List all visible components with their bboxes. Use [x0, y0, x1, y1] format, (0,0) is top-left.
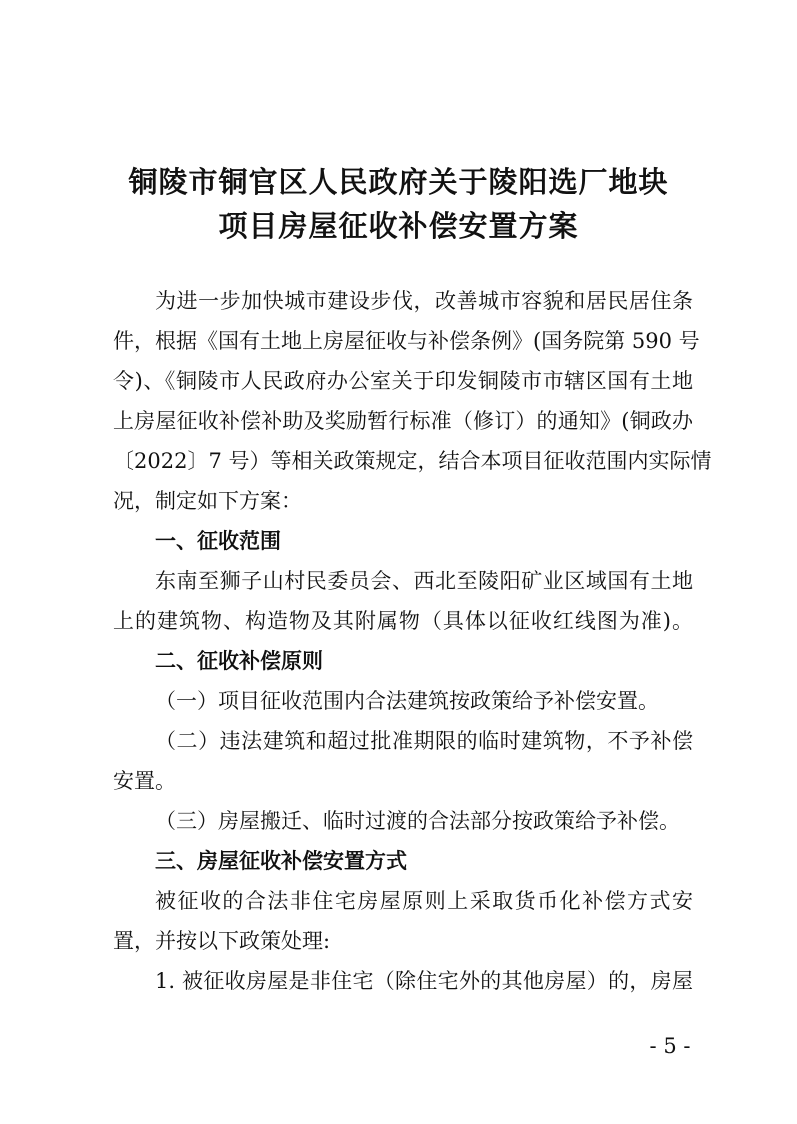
intro-line: 上房屋征收补偿补助及奖励暂行标准（修订）的通知》(铜政办: [113, 409, 693, 433]
intro-line: 令)、《铜陵市人民政府办公室关于印发铜陵市市辖区国有土地: [113, 369, 693, 393]
intro-line: 〔2022〕7 号）等相关政策规定，结合本项目征收范围内实际情: [113, 449, 712, 473]
principle-item-2-cont: 安置。: [113, 769, 176, 793]
scope-line: 上的建筑物、构造物及其附属物（具体以征收红线图为准)。: [113, 609, 693, 633]
section-heading-method: 三、房屋征收补偿安置方式: [155, 849, 407, 873]
intro-line: 件，根据《国有土地上房屋征收与补偿条例》(国务院第 590 号: [113, 329, 700, 353]
method-line: 被征收的合法非住宅房屋原则上采取货币化补偿方式安: [155, 889, 693, 913]
method-item-1: 1. 被征收房屋是非住宅（除住宅外的其他房屋）的，房屋: [155, 969, 693, 993]
principle-item-1: （一）项目征收范围内合法建筑按政策给予补偿安置。: [155, 689, 659, 713]
principle-item-3: （三）房屋搬迁、临时过渡的合法部分按政策给予补偿。: [155, 809, 680, 833]
scope-line: 东南至狮子山村民委员会、西北至陵阳矿业区域国有土地: [155, 569, 693, 593]
principle-item-2: （二）违法建筑和超过批准期限的临时建筑物，不予补偿: [155, 729, 693, 753]
section-heading-principles: 二、征收补偿原则: [155, 649, 323, 673]
method-line: 置，并按以下政策处理:: [113, 929, 331, 953]
intro-line: 为进一步加快城市建设步伐，改善城市容貌和居民居住条: [155, 289, 693, 313]
section-heading-scope: 一、征收范围: [155, 529, 281, 553]
page-number: - 5 -: [649, 1034, 691, 1058]
intro-line: 况，制定如下方案：: [113, 489, 302, 513]
document-title-line-2: 项目房屋征收补偿安置方案: [218, 209, 579, 243]
document-title-line-1: 铜陵市铜官区人民政府关于陵阳选厂地块: [128, 165, 669, 199]
